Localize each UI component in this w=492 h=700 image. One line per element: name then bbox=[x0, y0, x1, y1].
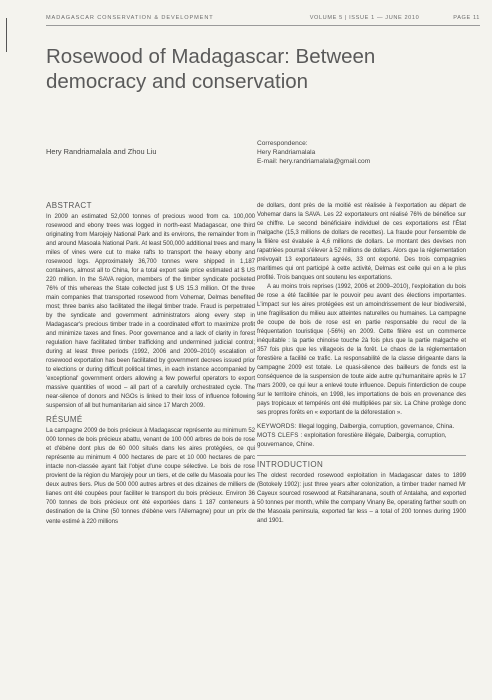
introduction-text: The oldest recorded rosewood exploitation in Madagascar dates to 1899 (Botokely 1902): just three years after colonization, a timber trader named Mr Cayeux sourced rosewood at Ratsiharanana, south of Antalaha, and exported 50 tonnes per month, while the company Vinany Be, operating farther south on the Masoala peninsula, exported far less – a total of 200 tonnes during 1900 and 1901. bbox=[257, 472, 466, 525]
resume-text-continued: de dollars, dont près de la moitié est réalisée à l'exportation au départ de Vohemar dans la SAVA. Les 22 exportateurs ont réalisé 76% de bénéfice sur ce chiffre. Le second bénéficiaire individuel de ces exportations est l'État malgache (15,3 millions de dollars de recettes). La fraude pour l'ensemble de la filière est évaluée à 4,6 millions de dollars. Le montant des devises non rapatriées pourrait s'élever à 52 millions de dollars. Alors que la réglementation prévoyait 13 exportateurs agréés, 33 ont exporté. Des trois compagnies maritimes qui ont participé à cette activité, Delmas est celle qui en a le plus profité. Trois banques ont soutenu les exportations. bbox=[257, 202, 466, 282]
keywords-block bbox=[257, 422, 466, 449]
keywords-text: Illegal logging, Dalbergia, corruption, governance, China. bbox=[298, 423, 455, 431]
left-column bbox=[46, 201, 255, 526]
article-authors: Hery Randriamalala and Zhou Liu bbox=[46, 147, 157, 156]
correspondence-label: Correspondence: bbox=[257, 140, 308, 147]
mots-clefs-label: MOTS CLEFS : bbox=[257, 432, 303, 440]
issue-info bbox=[310, 15, 480, 21]
correspondence-block bbox=[257, 139, 370, 167]
article-title: Rosewood of Madagascar: Between democracy and conservation bbox=[46, 45, 376, 93]
introduction-heading: INTRODUCTION bbox=[257, 460, 324, 470]
correspondence-name: Hery Randriamalala bbox=[257, 149, 316, 157]
keywords-line bbox=[257, 422, 466, 431]
abstract-heading: ABSTRACT bbox=[46, 201, 92, 210]
journal-name: MADAGASCAR CONSERVATION & DEVELOPMENT bbox=[46, 15, 214, 21]
mots-clefs-line bbox=[257, 431, 466, 449]
mots-clefs-text: exploitation forestière illégale, Dalbergia, corruption, gouvernance, Chine. bbox=[257, 432, 447, 449]
resume-text-continued-2: A au moins trois reprises (1992, 2006 et 2009–2010), l'exploitation du bois de rose a été facilitée par le pouvoir peu avant des élections importantes. L'impact sur les aires protégées est un amoindrissement de leur biodiversité, une fragilisation du milieu aux atteintes naturelles ou humaines. La campagne de coupe de bois de rose est en partie responsable du recul de la fréquentation touristique (-56%) en 2009. Cette filière est un commerce inéquitable : la partie chinoise touche 2à fois plus que la partie malgache et 357 fois plus que les villageois de la forêt. Le chaos de la réglementation forestière a facilité ce trafic. La responsabilité de la classe dirigeante dans la campagne 2009 est totale. Le quasi-silence des bailleurs de fonds est la conséquence de la suspension de toute aide autre qu'humanitaire après le 17 mars 2009, ce qui leur a enlevé toute influence. Depuis l'interdiction de coupe sur le territoire chinois, en 1998, les importations de bois en provenance des pays tropicaux et tempérés ont été multipliées par six. La Chine protège donc ses propres forêts en « exportant de la déforestation ». bbox=[257, 283, 466, 417]
issue-label: VOLUME 5 | ISSUE 1 — JUNE 2010 bbox=[309, 15, 420, 21]
abstract-text: In 2009 an estimated 52,000 tonnes of precious wood from ca. 100,000 rosewood and ebony trees was logged in north-east Madagascar, one third originating from Marojejy National Park and its environs, the remainder from in and around Masoala National Park. At least 500,000 additional trees and many miles of vines were cut to make rafts to transport the heavy ebony and rosewood logs. Approximately 36,700 tonnes were shipped in 1,187 containers, almost all to China, for a total export sale price estimated at $ US 220 million. In the SAVA region, members of the timber syndicate pocketed 76% of this whereas the State collected just $ US 15.3 million. Of the three main companies that transported rosewood from Vohemar, Delmas benefited most; three banks also facilitated the illegal timber trade. Fraud is perpetrated by the syndicate and government administrators along every step in Madagascar's precious timber trade in a coordinated effort to maximize profit and minimize taxes and fines. Poor governance and a lack of clarity in forest regulation have facilitated timber trafficking and undermined judicial control; during at least three periods (1992, 2006 and 2009–2010) escalation of rosewood exportation has been facilitated by government decrees issued prior to elections or during difficult political times, in each instance accompanied by 'exceptional' government orders allowing a few powerful operators to export massive quantities of wood – all part of a carefully orchestrated cycle. The near-silence of donors and NGOs is linked to their loss of influence following suspension of all but humanitarian aid since 17 March 2009. bbox=[46, 213, 255, 410]
resume-heading: RÉSUMÉ bbox=[46, 415, 83, 425]
page-edge-mark bbox=[6, 18, 7, 52]
correspondence-email[interactable]: E-mail: hery.randriamalala@gmail.com bbox=[257, 158, 371, 166]
right-column bbox=[257, 201, 466, 525]
resume-text: La campagne 2009 de bois précieux à Madagascar représente au minimum 52 000 tonnes de bois précieux abattu, venant de 100 000 arbres de bois de rose et d'ébène dont plus de 60 000 situés dans les aires protégées, ce qui représente au minimum 4 000 hectares de parc et 10 000 hectares de parc intacte non-classée ayant fait l'objet d'une coupe sélective. Le bois de rose provient de la région du Marojejy pour un tiers, et de celle du Masoala pour les deux autres tiers. Plus de 500 000 autres arbres et des dizaines de milliers de lianes ont été coupées pour faciliter le transport du bois précieux. Environ 36 700 tonnes de bois précieux ont été exportées dans 1 187 conteneurs à destination de la Chine (50 tonnes d'ébène vers l'Allemagne) pour un prix de vente estimé à 220 millions bbox=[46, 427, 255, 525]
header-divider bbox=[46, 25, 480, 26]
keywords-divider bbox=[257, 455, 466, 456]
keywords-label: KEYWORDS: bbox=[257, 423, 297, 431]
page-number: PAGE 11 bbox=[453, 15, 480, 21]
